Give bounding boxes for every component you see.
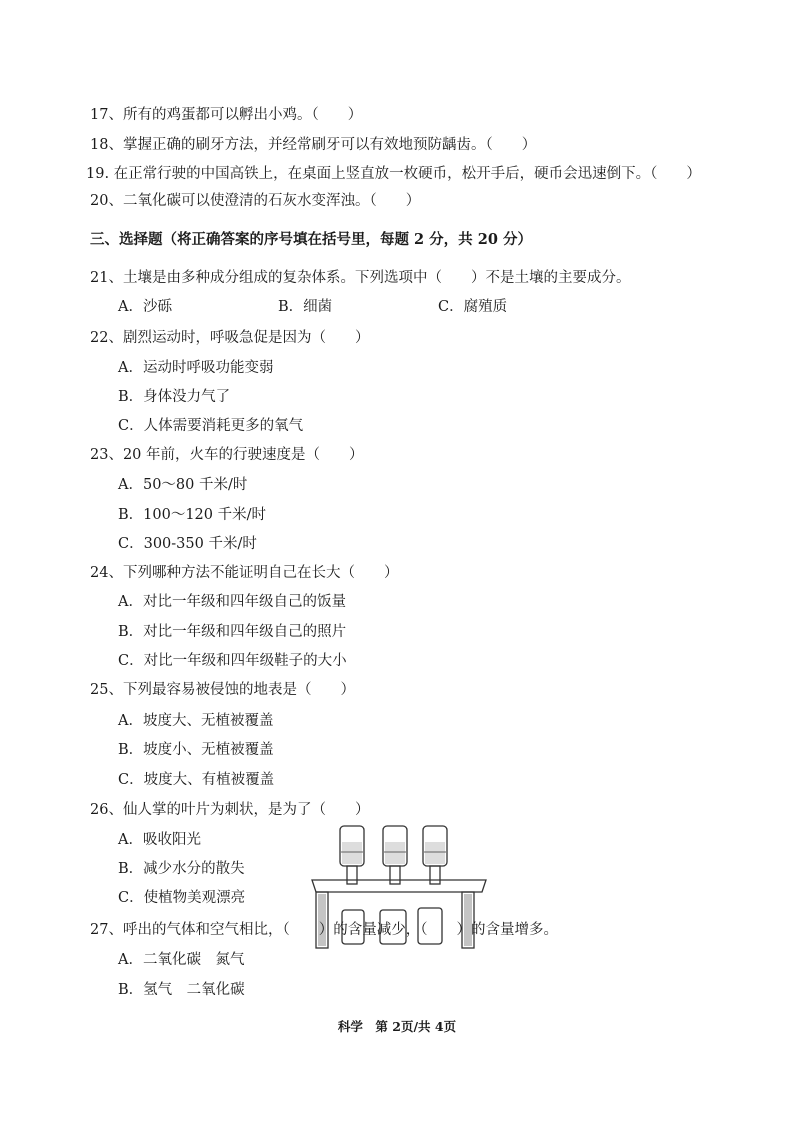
question-25-option-b: B．坡度小、无植被覆盖: [118, 742, 274, 758]
question-22-option-a: A．运动时呼吸功能变弱: [118, 360, 274, 376]
question-26-option-a: A．吸收阳光: [118, 832, 201, 848]
question-23-option-a: A．50～80 千米/时: [118, 477, 248, 493]
question-20: 20、二氧化碳可以使澄清的石灰水变浑浊。（ ）: [90, 193, 421, 209]
option-a: A．沙砾: [118, 299, 172, 315]
option-b: B．细菌: [278, 299, 333, 315]
question-26-option-c: C．使植物美观漂亮: [118, 890, 246, 906]
question-27-stem: 27、呼出的气体和空气相比，（ ）的含量减少，（ ）的含量增多。: [90, 922, 558, 938]
question-26-stem: 26、仙人掌的叶片为刺状，是为了（ ）: [90, 802, 370, 818]
question-25-stem: 25、下列最容易被侵蚀的地表是（ ）: [90, 682, 355, 698]
question-23-option-c: C．300-350 千米/时: [118, 536, 257, 552]
question-24-stem: 24、下列哪种方法不能证明自己在长大（ ）: [90, 565, 399, 581]
page-footer: 科学 第 2页/共 4页: [337, 1019, 457, 1034]
option-c: C．腐殖质: [438, 299, 508, 315]
question-24-option-b: B．对比一年级和四年级自己的照片: [118, 624, 347, 640]
section-3-title: 三、选择题（将正确答案的序号填在括号里，每题 2 分，共 20 分）: [90, 231, 532, 248]
question-22-option-c: C．人体需要消耗更多的氧气: [118, 418, 304, 434]
question-24-option-a: A．对比一年级和四年级自己的饭量: [118, 594, 346, 610]
question-18: 18、掌握正确的刷牙方法，并经常刷牙可以有效地预防龋齿。（ ）: [90, 137, 537, 153]
question-27-option-a: A．二氧化碳 氮气: [118, 952, 245, 968]
question-19: 19. 在正常行驶的中国高铁上，在桌面上竖直放一枚硬币，松开手后，硬币会迅速倒下。（ ）: [86, 166, 701, 182]
question-22-stem: 22、剧烈运动时，呼吸急促是因为（ ）: [90, 330, 370, 346]
question-21-stem: 21、土壤是由多种成分组成的复杂体系。下列选项中（ ）不是土壤的主要成分。: [90, 270, 631, 286]
question-23-option-b: B．100～120 千米/时: [118, 507, 267, 523]
question-25-option-c: C．坡度大、有植被覆盖: [118, 772, 275, 788]
question-25-option-a: A．坡度大、无植被覆盖: [118, 713, 274, 729]
question-22-option-b: B．身体没力气了: [118, 389, 231, 405]
question-24-option-c: C．对比一年级和四年级鞋子的大小: [118, 653, 347, 669]
question-27-option-b: B．氢气 二氧化碳: [118, 982, 245, 998]
question-17: 17、所有的鸡蛋都可以孵出小鸡。（ ）: [90, 107, 363, 123]
question-26-option-b: B．减少水分的散失: [118, 861, 245, 877]
question-23-stem: 23、20 年前，火车的行驶速度是（ ）: [90, 447, 364, 463]
